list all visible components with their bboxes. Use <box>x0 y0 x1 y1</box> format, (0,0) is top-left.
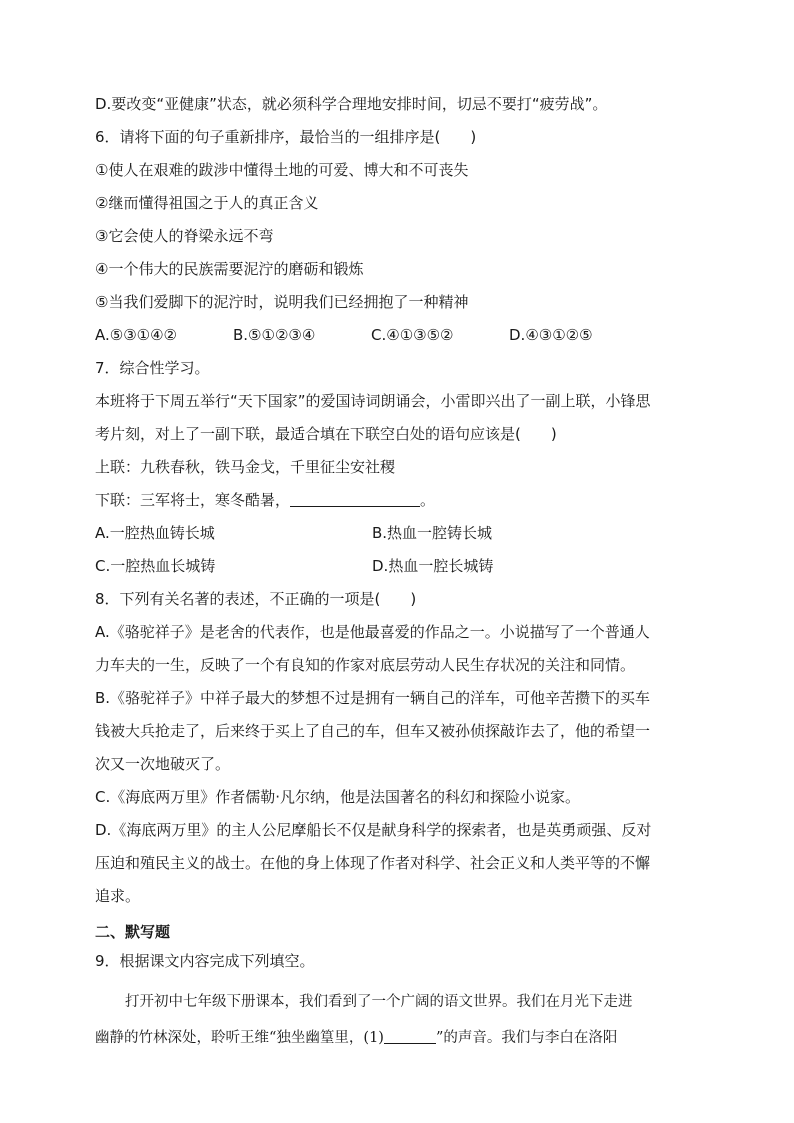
q7-option-c[interactable]: C.一腔热血长城铸 <box>95 557 216 575</box>
q6-sentence: ④一个伟大的民族需要泥泞的磨砺和锻炼 <box>95 260 364 278</box>
q8-option-b: B.《骆驼祥子》中祥子最大的梦想不过是拥有一辆自己的洋车，可他辛苦攒下的买车 <box>95 689 651 707</box>
q6-option-a[interactable]: A.⑤③①④② <box>95 326 178 344</box>
section-heading: 二、默写题 <box>95 923 171 941</box>
q9-blank-1[interactable] <box>384 1027 436 1044</box>
q6-options <box>95 319 705 352</box>
q8-option-d-cont: 追求。 <box>95 887 141 905</box>
q6-sentence: ③它会使人的脊梁永远不弯 <box>95 227 274 245</box>
q6-option-d[interactable]: D.④③①②⑤ <box>509 326 593 344</box>
q7-options-row <box>95 550 705 583</box>
q9-stem: 9．根据课文内容完成下列填空。 <box>95 952 315 970</box>
passage-text: 幽静的竹林深处，聆听王维“独坐幽篁里，(1) <box>95 1030 384 1046</box>
q6-option-c[interactable]: C.④①③⑤② <box>371 326 454 344</box>
passage-text: ”的声音。我们与李白在洛阳 <box>435 1030 618 1046</box>
q9-passage <box>95 984 705 1056</box>
q8-option-d-cont: 压迫和殖民主义的战士。在他的身上体现了作者对科学、社会正义和人类平等的不懈 <box>95 854 651 872</box>
q7-intro-line: 考片刻，对上了一副下联，最适合填在下联空白处的语句应该是( ) <box>95 425 557 443</box>
q8-stem: 8．下列有关名著的表述，不正确的一项是( ) <box>95 590 417 608</box>
q8-option-b-cont: 次又一次地破灭了。 <box>95 755 231 773</box>
q8-option-b-cont: 钱被大兵抢走了，后来终于买上了自己的车，但车又被孙侦探敲诈去了，他的希望一 <box>95 722 651 740</box>
q7-option-a[interactable]: A.一腔热血铸长城 <box>95 524 215 542</box>
q8-option-c: C.《海底两万里》作者儒勒·凡尔纳，他是法国著名的科幻和探险小说家。 <box>95 788 581 806</box>
q8-option-a: A.《骆驼祥子》是老舍的代表作，也是他最喜爱的作品之一。小说描写了一个普通人 <box>95 623 650 641</box>
q8-option-d: D.《海底两万里》的主人公尼摩船长不仅是献身科学的探索者，也是英勇顽强、反对 <box>95 821 652 839</box>
q6-option-b[interactable]: B.⑤①②③④ <box>233 326 316 344</box>
q7-option-d[interactable]: D.热血一腔长城铸 <box>372 557 494 575</box>
q5-option-d: D.要改变“亚健康”状态，就必须科学合理地安排时间，切忌不要打“疲劳战”。 <box>95 95 608 113</box>
q6-sentence: ②继而懂得祖国之于人的真正含义 <box>95 194 319 212</box>
q7-lower-couplet <box>95 484 705 517</box>
q7-lower-text: 下联：三军将士，寒冬酷暑， <box>95 491 291 509</box>
q6-stem: 6．请将下面的句子重新排序，最恰当的一组排序是( ) <box>95 128 477 146</box>
exam-page <box>95 88 705 1056</box>
q8-option-a-cont: 力车夫的一生，反映了一个有良知的作家对底层劳动人民生存状况的关注和同情。 <box>95 656 636 674</box>
q7-answer-blank[interactable] <box>290 490 420 507</box>
q7-option-b[interactable]: B.热血一腔铸长城 <box>372 524 493 542</box>
q7-stem: 7．综合性学习。 <box>95 359 210 377</box>
q7-upper-couplet: 上联：九秩春秋，铁马金戈，千里征尘安社稷 <box>95 458 396 476</box>
q7-intro-line: 本班将于下周五举行“天下国家”的爱国诗词朗诵会，小雷即兴出了一副上联，小锋思 <box>95 392 651 410</box>
q7-options-row <box>95 517 705 550</box>
q7-lower-end: 。 <box>420 491 436 509</box>
q6-sentence: ①使人在艰难的跋涉中懂得土地的可爱、博大和不可丧失 <box>95 161 469 179</box>
passage-line: 打开初中七年级下册课本，我们看到了一个广阔的语文世界。我们在月光下走进 <box>125 994 633 1010</box>
q6-sentence: ⑤当我们爱脚下的泥泞时，说明我们已经拥抱了一种精神 <box>95 293 469 311</box>
